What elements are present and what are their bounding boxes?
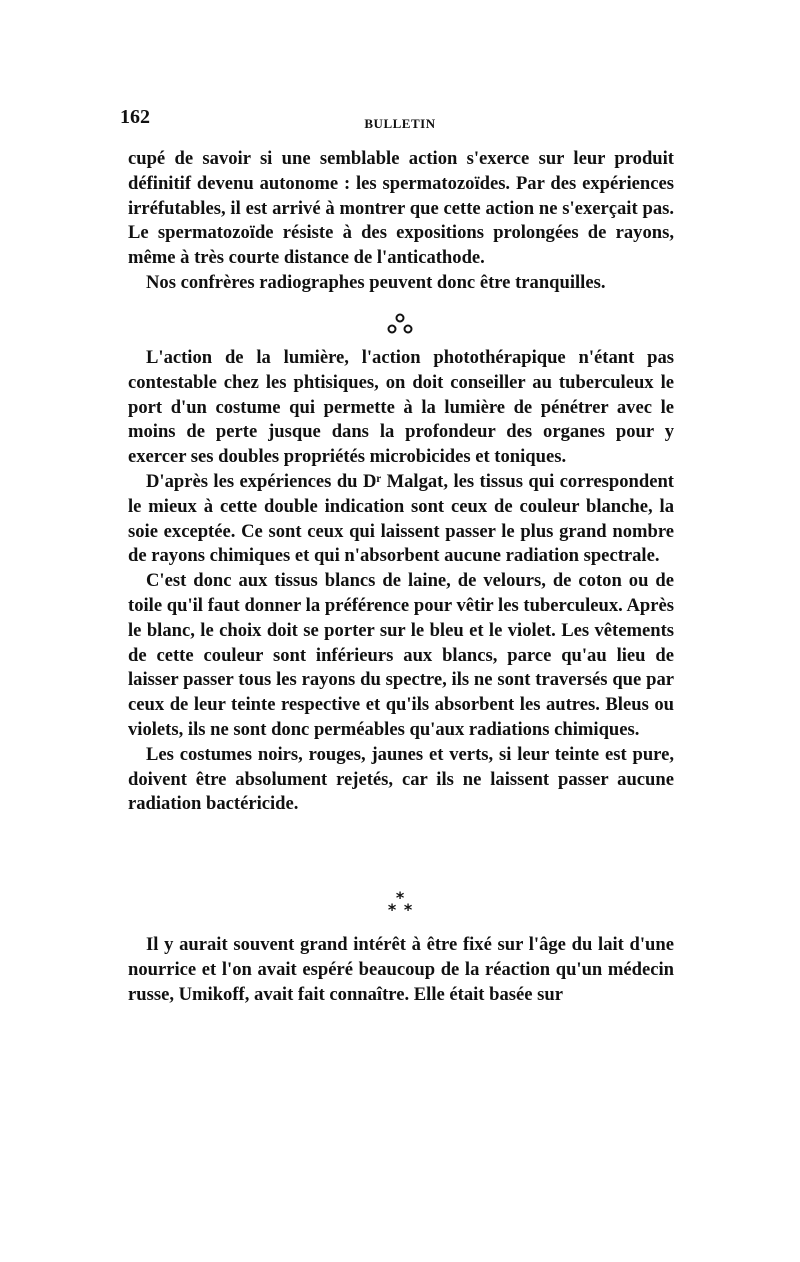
paragraph: Il y aurait souvent grand intérêt à être fixé sur l'âge du lait d'une nourrice et l'on avait espéré beaucoup de la réaction qu'un médecin russe, Umikoff, avait fait connaître. Elle était basée sur bbox=[128, 934, 674, 1005]
paragraph: L'action de la lumière, l'action photothérapique n'étant pas contestable chez les phtisiques, on doit conseiller au tuberculeux le port d'un costume qui permette à la lumière de pénétrer avec le moins de perte jusque dans la profondeur des organes pour y exercer ses doubles propriétés microbicides et toniques. bbox=[128, 347, 674, 468]
three-asterisks-ornament-icon bbox=[0, 890, 800, 918]
section-3 bbox=[128, 933, 674, 1007]
running-title: BULLETIN bbox=[364, 116, 436, 131]
section-1 bbox=[128, 147, 674, 296]
svg-text:*: * bbox=[387, 900, 397, 918]
three-circles-ornament-icon bbox=[0, 312, 800, 336]
paragraph: Nos confrères radiographes peuvent donc être tranquilles. bbox=[146, 271, 606, 293]
paragraph: Les costumes noirs, rouges, jaunes et verts, si leur teinte est pure, doivent être absolument rejetés, car ils ne laissent passer aucune radiation bactéricide. bbox=[128, 743, 674, 815]
svg-text:*: * bbox=[403, 900, 413, 918]
paragraph: C'est donc aux tissus blancs de laine, de velours, de coton ou de toile qu'il faut donner la préférence pour vêtir les tuberculeux. Après le blanc, le choix doit se porter sur le bleu et le violet. Les vêtements de cette couleur sont inférieurs aux blancs, parce qu'au lieu de laisser passer tous les rayons du spectre, ils ne sont traversés que par ceux de leur teinte respective et qu'ils absorbent les autres. Bleus ou violets, ils ne sont donc perméables qu'aux radiations chimiques. bbox=[128, 570, 674, 740]
section-2 bbox=[128, 346, 674, 817]
svg-text:*: * bbox=[395, 890, 405, 907]
page-number: 162 bbox=[120, 106, 150, 128]
paragraph: D'après les expériences du Dʳ Malgat, les tissus qui correspondent le mieux à cette double indication sont ceux de couleur blanche, la soie exceptée. Ce sont ceux qui laissent passer le plus grand nombre de rayons chimiques et qui n'absorbent aucune radiation spectrale. bbox=[128, 470, 674, 567]
paragraph: cupé de savoir si une semblable action s'exerce sur leur produit définitif devenu autonome : les spermatozoïdes. Par des expériences irréfutables, il est arrivé à montrer que cette action ne s'exerçait pas. Le spermatozoïde résiste à des expositions prolongées de rayons, même à très courte distance de l'anticathode. bbox=[128, 148, 674, 269]
